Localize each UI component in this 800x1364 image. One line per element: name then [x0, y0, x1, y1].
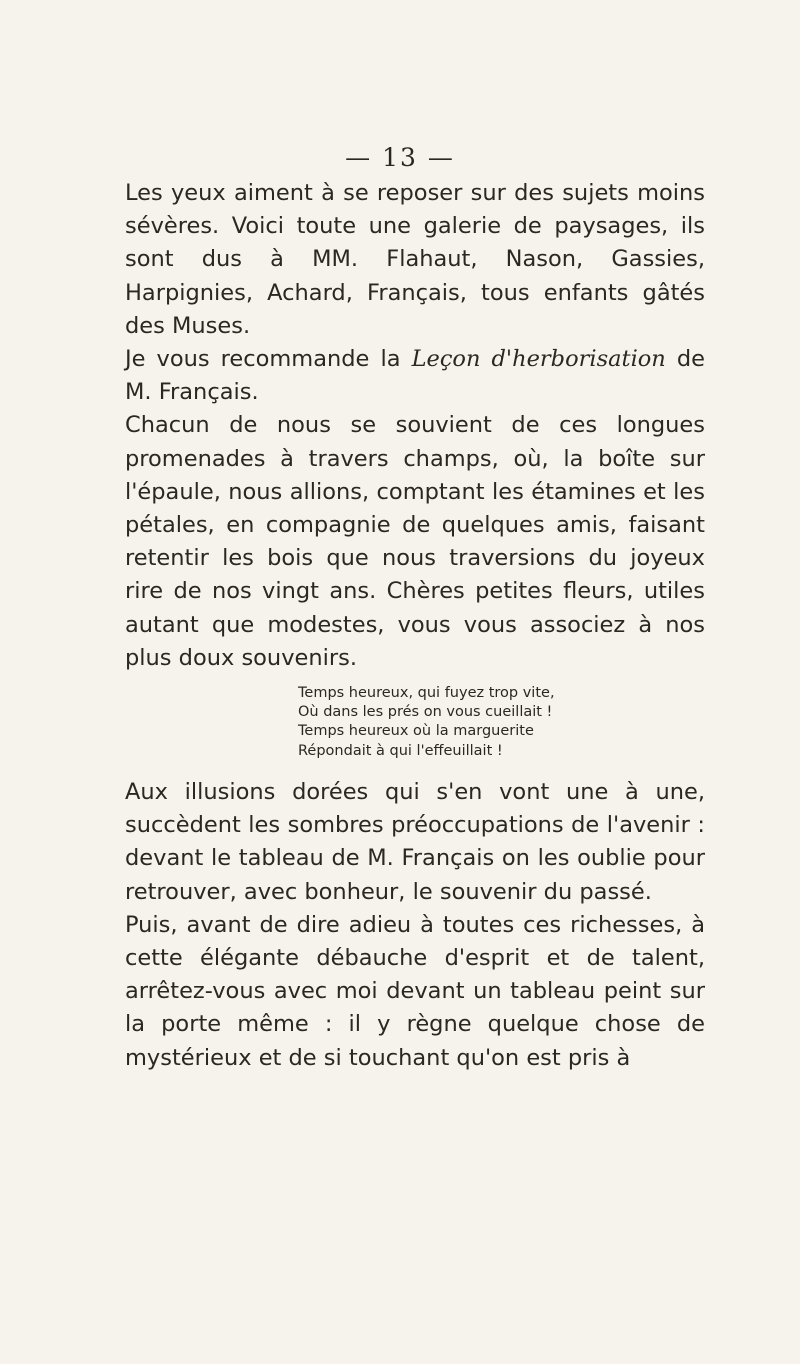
- page-number: — 13 —: [345, 143, 455, 172]
- paragraph-farewell: Puis, avant de dire adieu à toutes ces richesses, à cette élégante débauche d'esprit et de talent, arrêtez-vous avec moi devant un tableau peint sur la porte même : il y règne quelque chose de mystérieux et de si touchant qu'on est pris à: [125, 911, 705, 1071]
- paragraph-recommendation: [125, 343, 705, 409]
- paragraph-landscapes: Les yeux aiment à se reposer sur des sujets moins sévères. Voici toute une galerie de paysages, ils sont dus à MM. Flahaut, Nason, Gassies, Harpignies, Achard, Français, tous enfants gâtés des Muses.: [125, 180, 705, 339]
- paragraph-illusions: Aux illusions dorées qui s'en vont une à une, succèdent les sombres préoccupations de l'avenir : devant le tableau de M. Français on les oublie pour retrouver, avec bonheur, le souvenir du passé.: [125, 779, 705, 905]
- verse-line: Où dans les prés on vous cueillait !: [298, 704, 553, 721]
- artwork-title: Leçon d'herborisation: [411, 346, 666, 373]
- text-block-top: [125, 177, 705, 675]
- paragraph-recommendation-tail: de M. Français.: [125, 346, 705, 406]
- verse-line: Temps heureux où la marguerite: [298, 723, 534, 740]
- text-block-bottom: [125, 776, 705, 1075]
- verse-quote: [298, 684, 555, 761]
- paragraph-promenades: Chacun de nous se souvient de ces longues promenades à travers champs, où, la boîte sur l'épaule, nous allions, comptant les étamines et les pétales, en compagnie de quelques amis, faisant retentir les bois que nous traversions du joyeux rire de nos vingt ans. Chères petites fleurs, utiles autant que modestes, vous vous associez à nos plus doux souvenirs.: [125, 412, 705, 671]
- verse-line: Répondait à qui l'effeuillait !: [298, 742, 503, 759]
- paragraph-recommendation-lead: Je vous recommande la: [125, 346, 412, 373]
- verse-line: Temps heureux, qui fuyez trop vite,: [298, 685, 555, 701]
